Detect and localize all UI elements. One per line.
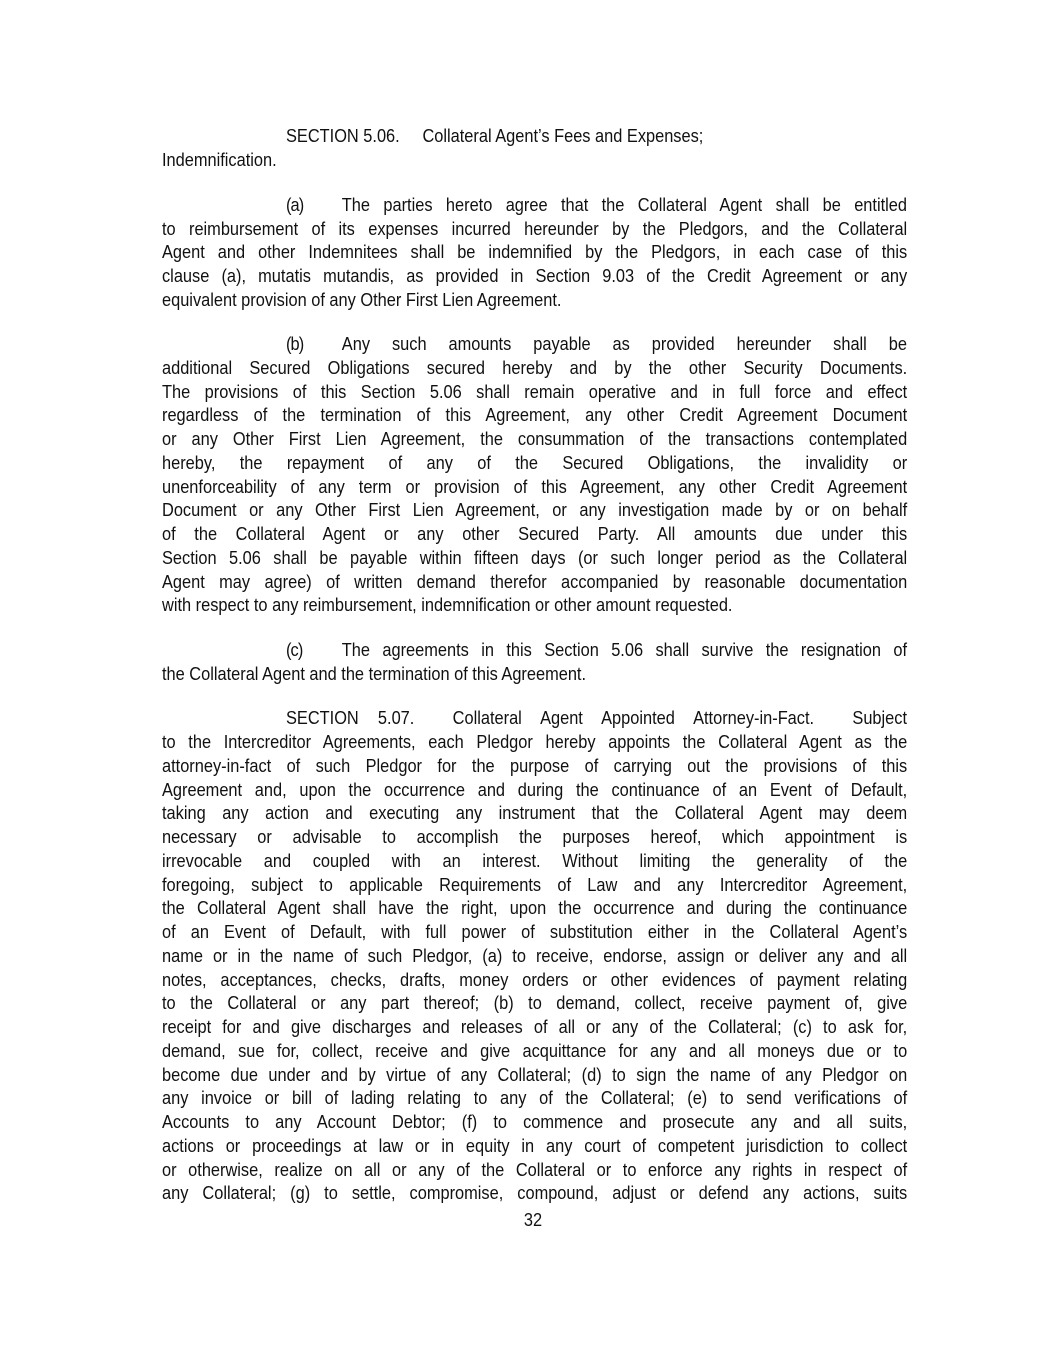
- clause-marker: (c): [286, 640, 303, 660]
- paragraph-line: The provisions of this Section 5.06 shall remain operative and in full force and effect: [162, 382, 908, 402]
- paragraph-line: taking any action and executing any instrument that the Collateral Agent may deem: [162, 803, 908, 823]
- paragraph-line: Accounts to any Account Debtor; (f) to commence and prosecute any and all suits,: [162, 1112, 908, 1132]
- paragraph-line: the Collateral Agent and the termination of this Agreement.: [162, 664, 587, 684]
- section-title: Collateral Agent Appointed Attorney-in-Fact.: [452, 708, 815, 728]
- paragraph-line: any Collateral; (g) to settle, compromise, compound, adjust or defend any actions, suits: [162, 1183, 908, 1203]
- paragraph-line: Agent may agree) of written demand therefor accompanied by reasonable documentation: [162, 572, 908, 592]
- section-heading-continued: Indemnification.: [162, 150, 277, 170]
- paragraph-line: the Collateral Agent shall have the right, upon the occurrence and during the continuance: [162, 898, 908, 918]
- section-label: SECTION 5.06.: [286, 126, 400, 146]
- paragraph-line: receipt for and give discharges and releases of all or any of the Collateral; (c) to ask for,: [162, 1017, 908, 1037]
- paragraph-line: to reimbursement of its expenses incurred hereunder by the Pledgors, and the Collateral: [162, 219, 908, 239]
- page-number: 32: [523, 1210, 543, 1230]
- clause-a-first-line: (a) The parties hereto agree that the Collateral Agent shall be entitled: [286, 195, 907, 215]
- section-heading-5-06: [286, 124, 907, 148]
- paragraph-line: Document or any Other First Lien Agreement, or any investigation made by or on behalf: [162, 500, 908, 520]
- paragraph-line: foregoing, subject to applicable Requirements of Law and any Intercreditor Agreement,: [162, 875, 908, 895]
- clause-c-first-line: (c) The agreements in this Section 5.06 shall survive the resignation of: [286, 640, 907, 660]
- paragraph-line: or otherwise, realize on all or any of the Collateral or to enforce any rights in respect of: [162, 1160, 908, 1180]
- clause-marker: (b): [286, 334, 304, 354]
- paragraph-line: or any Other First Lien Agreement, the consummation of the transactions contemplated: [162, 429, 908, 449]
- paragraph-line: Agent and other Indemnitees shall be indemnified by the Pledgors, in each case of this: [162, 242, 908, 262]
- paragraph-line: attorney-in-fact of such Pledgor for the purpose of carrying out the provisions of this: [162, 756, 908, 776]
- paragraph-line: necessary or advisable to accomplish the purposes hereof, which appointment is: [162, 827, 908, 847]
- paragraph-line: to the Intercreditor Agreements, each Pledgor hereby appoints the Collateral Agent as the: [162, 732, 908, 752]
- paragraph-line: additional Secured Obligations secured hereby and by the other Security Documents.: [162, 358, 908, 378]
- paragraph-line: to the Collateral or any part thereof; (b) to demand, collect, receive payment of, give: [162, 993, 908, 1013]
- clause-b-first-line: (b) Any such amounts payable as provided hereunder shall be: [286, 334, 907, 354]
- paragraph-line: name or in the name of such Pledgor, (a) to receive, endorse, assign or deliver any and all: [162, 946, 908, 966]
- paragraph-line: notes, acceptances, checks, drafts, money orders or other evidences of payment relating: [162, 970, 908, 990]
- clause-marker: (a): [286, 195, 304, 215]
- paragraph-line: actions or proceedings at law or in equity in any court of competent jurisdiction to collect: [162, 1136, 908, 1156]
- paragraph-line: with respect to any reimbursement, indemnification or other amount requested.: [162, 595, 733, 615]
- paragraph-line: unenforceability of any term or provision of this Agreement, any other Credit Agreement: [162, 477, 908, 497]
- section-heading-5-07: [286, 706, 907, 730]
- section-label: SECTION 5.07.: [286, 708, 415, 728]
- paragraph-line: equivalent provision of any Other First Lien Agreement.: [162, 290, 562, 310]
- paragraph-line: of the Collateral Agent or any other Secured Party. All amounts due under this: [162, 524, 908, 544]
- paragraph-line: hereby, the repayment of any of the Secured Obligations, the invalidity or: [162, 453, 908, 473]
- paragraph-line: of an Event of Default, with full power of substitution either in the Collateral Agent’s: [162, 922, 908, 942]
- paragraph-line: any invoice or bill of lading relating to any of the Collateral; (e) to send verifications of: [162, 1088, 908, 1108]
- paragraph-line: irrevocable and coupled with an interest. Without limiting the generality of the: [162, 851, 908, 871]
- section-title: Collateral Agent’s Fees and Expenses;: [422, 126, 704, 146]
- section-first-words: Subject: [852, 708, 908, 728]
- paragraph-line: become due under and by virtue of any Collateral; (d) to sign the name of any Pledgor on: [162, 1065, 908, 1085]
- paragraph-line: Agreement and, upon the occurrence and during the continuance of an Event of Default,: [162, 780, 908, 800]
- paragraph-line: clause (a), mutatis mutandis, as provided in Section 9.03 of the Credit Agreement or any: [162, 266, 908, 286]
- paragraph-line: demand, sue for, collect, receive and give acquittance for any and all moneys due or to: [162, 1041, 908, 1061]
- paragraph-line: regardless of the termination of this Agreement, any other Credit Agreement Document: [162, 405, 908, 425]
- paragraph-line: Section 5.06 shall be payable within fifteen days (or such longer period as the Collateral: [162, 548, 908, 568]
